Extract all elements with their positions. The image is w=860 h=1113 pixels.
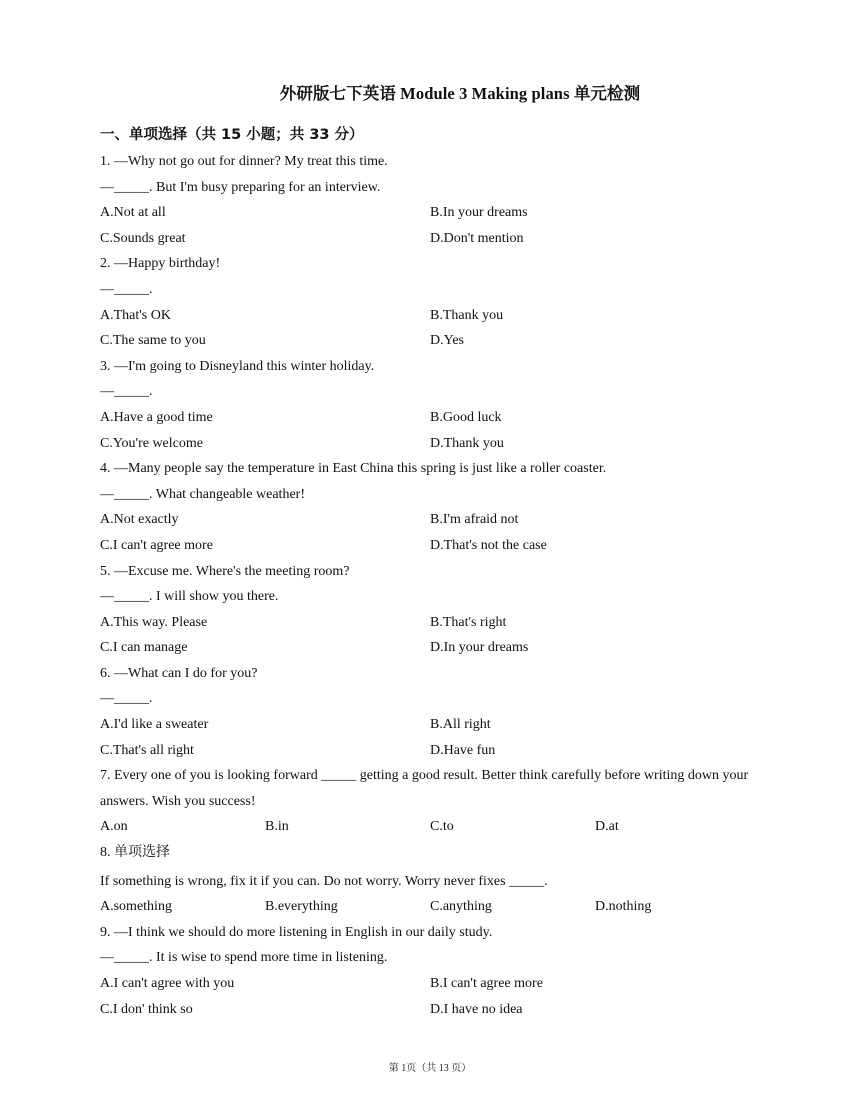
option-b[interactable]: B.in xyxy=(265,819,289,835)
question-7 xyxy=(100,763,780,840)
question-5 xyxy=(100,559,780,661)
question-response: —_____. xyxy=(100,384,153,400)
option-d[interactable]: D.Have fun xyxy=(430,742,496,758)
option-a[interactable]: A.on xyxy=(100,819,128,835)
question-response: —_____. xyxy=(100,691,153,707)
question-response: —_____. xyxy=(100,281,153,297)
option-b[interactable]: B.All right xyxy=(430,717,491,733)
question-response: —_____. It is wise to spend more time in listening. xyxy=(100,950,388,966)
option-b[interactable]: B.Good luck xyxy=(430,409,502,425)
option-c[interactable]: C.I can manage xyxy=(100,640,188,656)
option-a[interactable]: A.Not at all xyxy=(100,205,166,221)
question-response: —_____. What changeable weather! xyxy=(100,486,305,502)
option-d[interactable]: D.I have no idea xyxy=(430,1001,523,1017)
option-d[interactable]: D.Yes xyxy=(430,333,464,349)
question-response: —_____. I will show you there. xyxy=(100,589,279,605)
question-list xyxy=(100,149,780,1022)
option-a[interactable]: A.I'd like a sweater xyxy=(100,717,209,733)
question-1 xyxy=(100,149,780,251)
option-c[interactable]: C.I can't agree more xyxy=(100,537,213,553)
option-c[interactable]: C.I don' think so xyxy=(100,1001,193,1017)
option-d[interactable]: D.at xyxy=(595,819,619,835)
option-b[interactable]: B.That's right xyxy=(430,614,507,630)
option-b[interactable]: B.I can't agree more xyxy=(430,976,543,991)
option-b[interactable]: B.Thank you xyxy=(430,307,504,323)
option-a[interactable]: A.Have a good time xyxy=(100,409,213,425)
question-9 xyxy=(100,920,780,1022)
section-heading: 一、单项选择（共 15 小题；共 33 分） xyxy=(100,127,364,143)
question-stem: 5. —Excuse me. Where's the meeting room? xyxy=(100,563,350,579)
document-title: 外研版七下英语 Module 3 Making plans 单元检测 xyxy=(279,84,641,103)
option-d[interactable]: D.Thank you xyxy=(430,435,504,451)
question-stem: 9. —I think we should do more listening in English in our daily study. xyxy=(100,924,493,940)
question-3 xyxy=(100,354,780,456)
question-2 xyxy=(100,251,780,353)
question-stem: 7. Every one of you is looking forward _____ getting a good result. Better think carefully before writing down your answers. Wish you success! xyxy=(100,768,749,809)
question-heading: 8. 单项选择 xyxy=(100,845,170,861)
page-footer: 第 1页（共 13 页） xyxy=(388,1063,472,1074)
question-stem: 2. —Happy birthday! xyxy=(100,256,221,272)
option-a[interactable]: A.That's OK xyxy=(100,307,171,323)
question-8 xyxy=(100,840,780,920)
option-b[interactable]: B.I'm afraid not xyxy=(430,512,519,528)
question-stem: 6. —What can I do for you? xyxy=(100,665,258,681)
question-4 xyxy=(100,456,780,558)
option-b[interactable]: B.In your dreams xyxy=(430,205,528,221)
option-a[interactable]: A.This way. Please xyxy=(100,614,208,630)
question-stem: 1. —Why not go out for dinner? My treat this time. xyxy=(100,154,388,169)
option-d[interactable]: D.In your dreams xyxy=(430,640,529,656)
question-stem: 3. —I'm going to Disneyland this winter holiday. xyxy=(100,358,375,374)
option-d[interactable]: D.Don't mention xyxy=(430,230,524,246)
option-c[interactable]: C.Sounds great xyxy=(100,230,186,246)
question-stem: 4. —Many people say the temperature in East China this spring is just like a roller coaster. xyxy=(100,461,607,477)
option-d[interactable]: D.nothing xyxy=(595,899,652,915)
option-a[interactable]: A.I can't agree with you xyxy=(100,976,235,991)
option-a[interactable]: A.something xyxy=(100,899,172,915)
question-response: —_____. But I'm busy preparing for an interview. xyxy=(100,179,381,195)
question-6 xyxy=(100,661,780,763)
option-d[interactable]: D.That's not the case xyxy=(430,537,547,553)
option-b[interactable]: B.everything xyxy=(265,899,338,915)
option-c[interactable]: C.You're welcome xyxy=(100,435,203,451)
option-c[interactable]: C.anything xyxy=(430,899,492,915)
option-c[interactable]: C.That's all right xyxy=(100,742,194,758)
question-stem: If something is wrong, fix it if you can. Do not worry. Worry never fixes _____. xyxy=(100,873,548,889)
option-a[interactable]: A.Not exactly xyxy=(100,512,179,528)
option-c[interactable]: C.to xyxy=(430,819,454,835)
option-c[interactable]: C.The same to you xyxy=(100,333,206,349)
